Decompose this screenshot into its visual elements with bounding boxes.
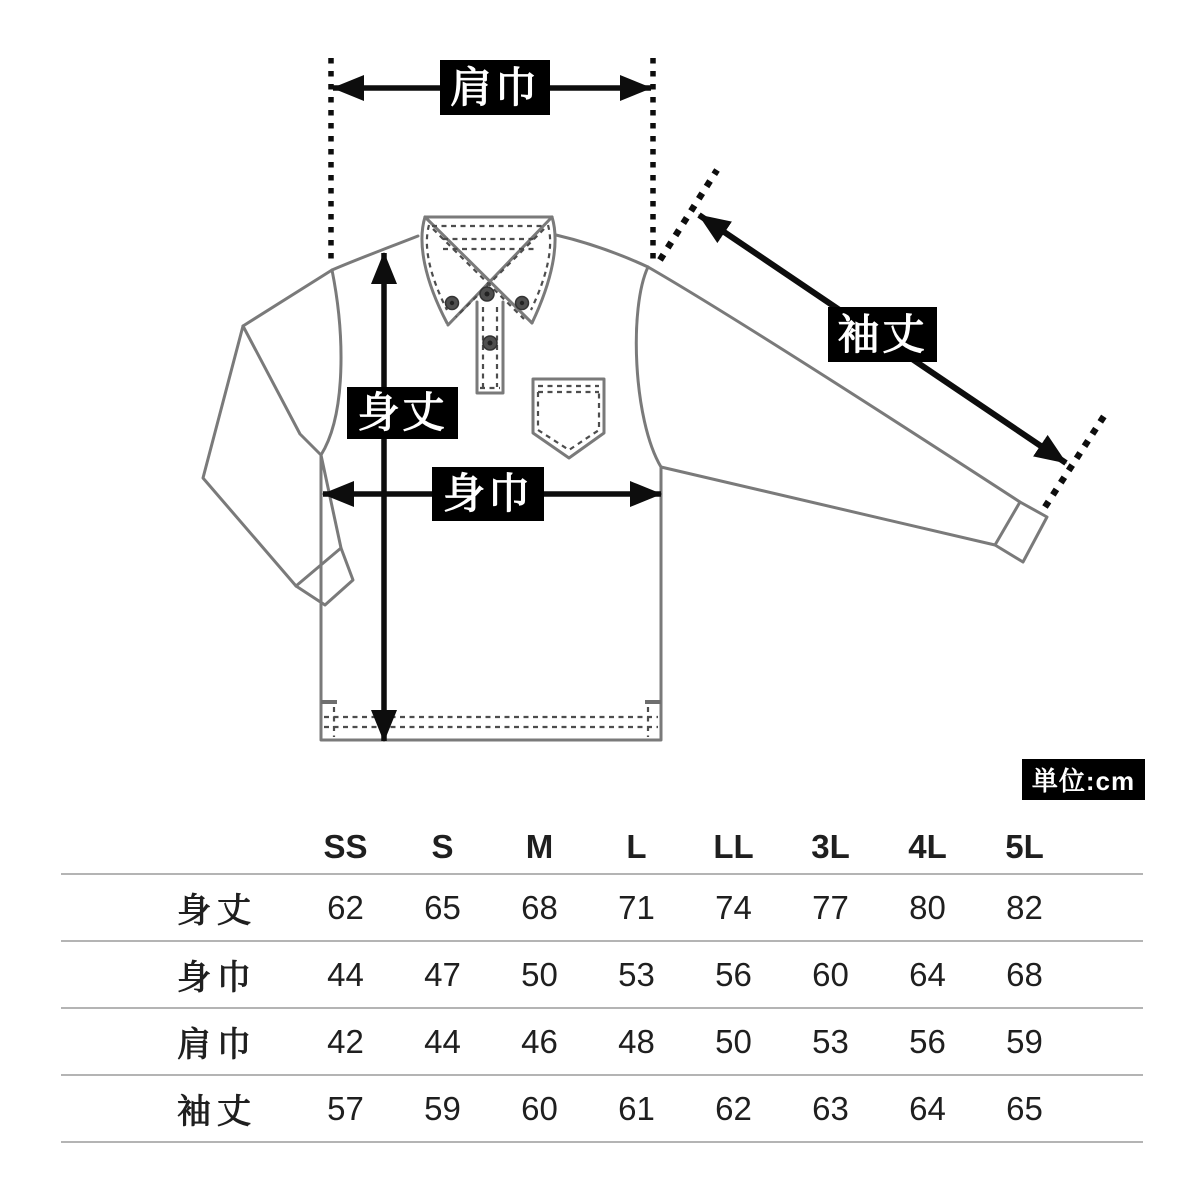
measure-value-cell: 64 [909, 955, 946, 993]
size-column-header: S [394, 820, 491, 874]
filler-cell [1073, 874, 1143, 941]
size-table-head [61, 820, 1143, 874]
buttons [446, 287, 529, 350]
measure-row-label: 袖丈 [177, 1093, 257, 1131]
measure-value-cell: 60 [812, 955, 849, 993]
measure-row-label: 身巾 [177, 959, 257, 997]
size-table-body [61, 874, 1143, 1142]
filler-cell [1073, 1075, 1143, 1142]
measure-value-cell: 65 [424, 888, 461, 926]
measure-value-cell: 42 [327, 1022, 364, 1060]
shirt-outline [203, 217, 1047, 740]
measure-row [61, 1008, 1143, 1075]
measure-value-cell: 64 [909, 1089, 946, 1127]
measure-value-cell: 60 [521, 1089, 558, 1127]
measure-value-cell: 56 [715, 955, 752, 993]
measure-value-cell: 68 [521, 888, 558, 926]
filler-cell [1073, 941, 1143, 1008]
measure-value-cell: 80 [909, 888, 946, 926]
filler-cell [1073, 1008, 1143, 1075]
measure-value-cell: 62 [327, 888, 364, 926]
size-header-row [61, 820, 1143, 874]
size-column-header: M [491, 820, 588, 874]
size-column-header: SS [297, 820, 394, 874]
shoulder-width-label: 肩巾 [440, 60, 550, 115]
measure-row [61, 1075, 1143, 1142]
measure-value-cell: 53 [812, 1022, 849, 1060]
measure-value-cell: 74 [715, 888, 752, 926]
measure-value-cell: 59 [424, 1089, 461, 1127]
sleeve-length-label: 袖丈 [828, 307, 937, 362]
measure-value-cell: 82 [1006, 888, 1043, 926]
corner-cell [61, 820, 297, 874]
measure-row [61, 874, 1143, 941]
measure-value-cell: 65 [1006, 1089, 1043, 1127]
measure-value-cell: 56 [909, 1022, 946, 1060]
measure-value-cell: 77 [812, 888, 849, 926]
measure-value-cell: 71 [618, 888, 655, 926]
measure-row [61, 941, 1143, 1008]
size-column-header: LL [685, 820, 782, 874]
unit-badge: 単位:cm [1022, 759, 1145, 800]
size-column-header: L [588, 820, 685, 874]
measure-row-label: 身丈 [177, 892, 257, 930]
measure-value-cell: 48 [618, 1022, 655, 1060]
measure-value-cell: 61 [618, 1089, 655, 1127]
filler-cell [1073, 820, 1143, 874]
size-column-header: 3L [782, 820, 879, 874]
size-column-header: 5L [976, 820, 1073, 874]
measure-row-label: 肩巾 [177, 1026, 257, 1064]
measure-value-cell: 63 [812, 1089, 849, 1127]
body-length-label: 身丈 [347, 387, 458, 439]
measure-value-cell: 47 [424, 955, 461, 993]
measure-value-cell: 44 [424, 1022, 461, 1060]
measure-value-cell: 50 [715, 1022, 752, 1060]
body-width-label: 身巾 [432, 467, 544, 521]
measure-value-cell: 68 [1006, 955, 1043, 993]
size-table [61, 820, 1143, 1143]
measure-value-cell: 57 [327, 1089, 364, 1127]
measure-value-cell: 44 [327, 955, 364, 993]
measure-value-cell: 50 [521, 955, 558, 993]
measure-value-cell: 46 [521, 1022, 558, 1060]
measure-value-cell: 59 [1006, 1022, 1043, 1060]
measure-value-cell: 62 [715, 1089, 752, 1127]
size-column-header: 4L [879, 820, 976, 874]
measure-value-cell: 53 [618, 955, 655, 993]
